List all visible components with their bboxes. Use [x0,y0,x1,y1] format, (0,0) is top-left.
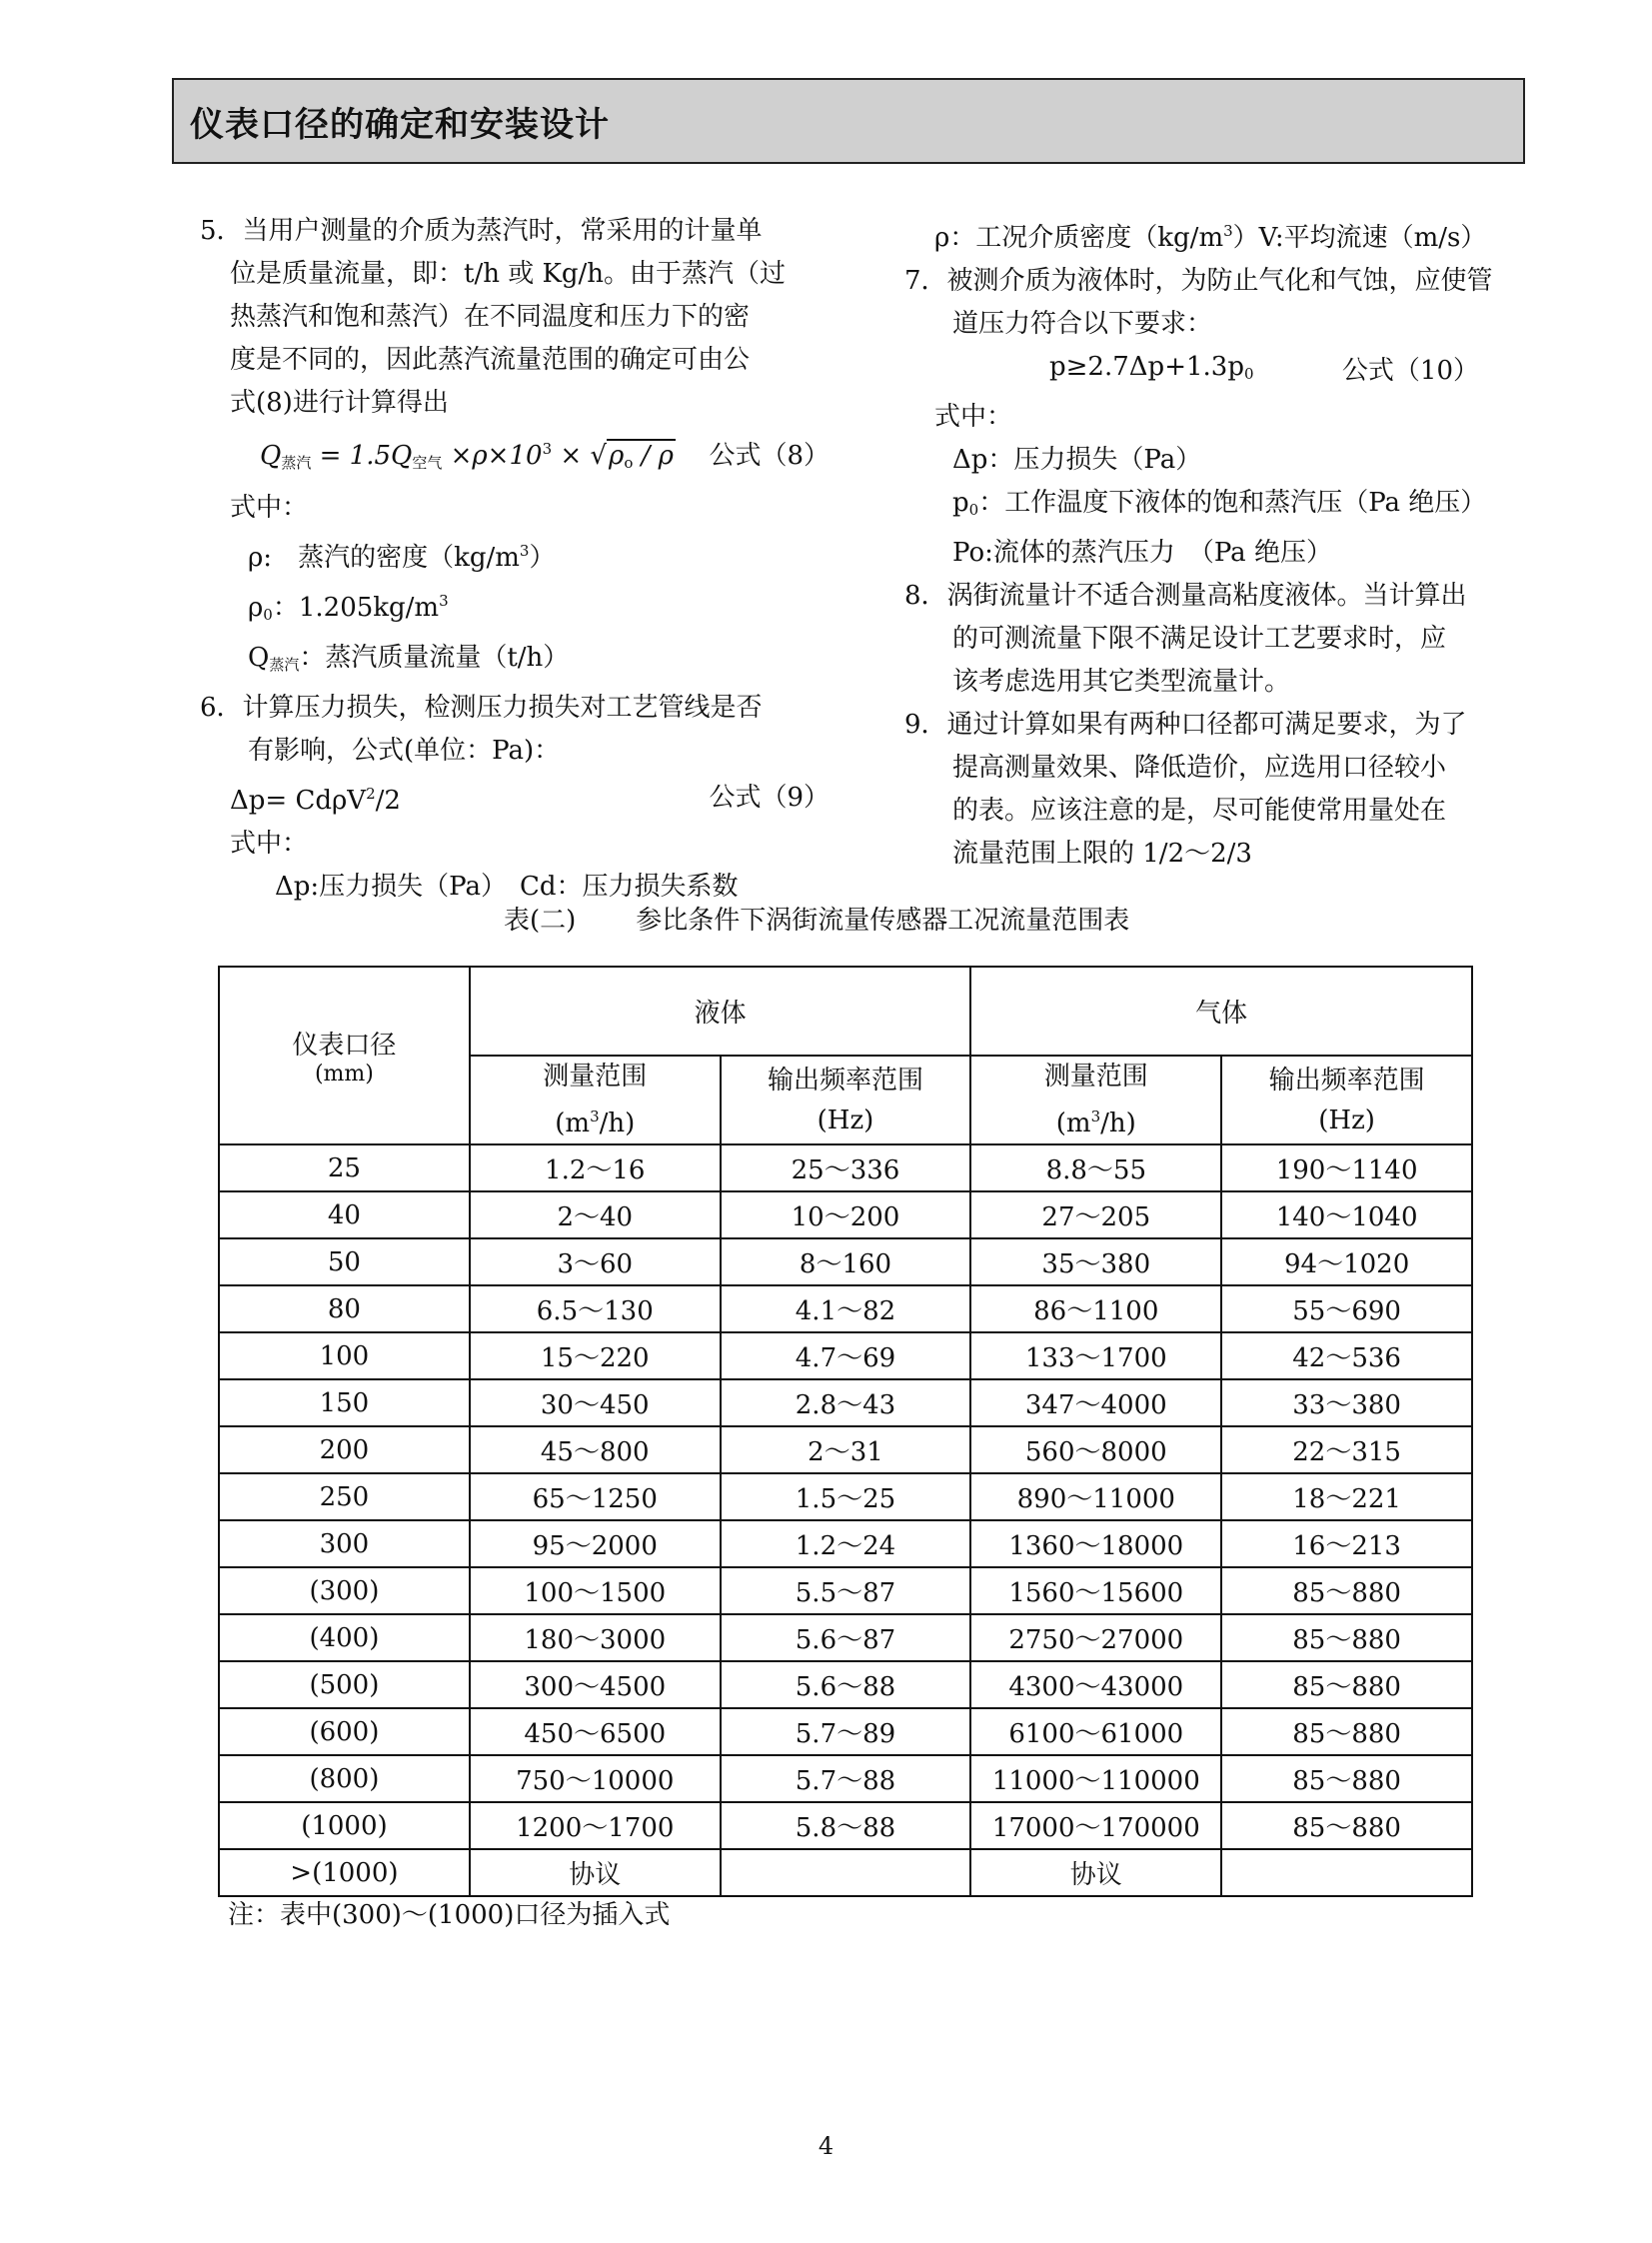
caliber-cell: 50 [219,1238,470,1285]
formula-9-label: 公式（9） [709,782,829,813]
caliber-cell: 80 [219,1285,470,1332]
liquid-range-cell: 6.5～130 [470,1285,721,1332]
item6-line-1: 6．计算压力损失，检测压力损失对工艺管线是否 [200,693,763,723]
table-row [219,1332,1472,1379]
gas-range-cell: 133～1700 [970,1332,1221,1379]
item5-line-5: 式(8)进行计算得出 [230,388,449,418]
liquid-freq-cell: 4.1～82 [721,1285,971,1332]
caliber-cell: 100 [219,1332,470,1379]
caliber-cell: (600) [219,1708,470,1755]
item8-line-1: 8．涡街流量计不适合测量高粘度液体。当计算出 [904,581,1467,611]
header-liquid-freq: 输出频率范围 (Hz) [721,1056,971,1144]
item9-line-3: 的表。应该注意的是，尽可能使常用量处在 [952,796,1447,826]
page-number: 4 [818,2132,834,2160]
caliber-cell: 40 [219,1191,470,1238]
caliber-cell: >(1000) [219,1849,470,1896]
liquid-range-cell: 65～1250 [470,1473,721,1520]
header-gas-freq: 输出频率范围 (Hz) [1221,1056,1472,1144]
gas-range-cell: 2750～27000 [970,1614,1221,1661]
liquid-range-cell: 450～6500 [470,1708,721,1755]
rho-work-def: ρ：工况介质密度$(kg/m^3)V$:平均流速（m/s） [934,222,1487,253]
caliber-cell: (300) [219,1567,470,1614]
table-row [219,1144,1472,1191]
item5-line-4: 度是不同的，因此蒸汽流量范围的确定可由公 [230,345,751,375]
left-column [200,210,829,909]
item8-line-2: 的可测流量下限不满足设计工艺要求时，应 [952,624,1447,654]
liquid-range-cell: 15～220 [470,1332,721,1379]
liquid-range-cell: 750～10000 [470,1755,721,1802]
table-row [219,1191,1472,1238]
gas-range-cell: 8.8～55 [970,1144,1221,1191]
gas-range-cell: 890～11000 [970,1473,1221,1520]
formula-10-label: 公式（10） [1341,355,1479,386]
item9-line-1: 9．通过计算如果有两种口径都可满足要求，为了 [904,710,1467,740]
gas-freq-cell: 85～880 [1221,1755,1472,1802]
liquid-freq-cell: 5.8～88 [721,1802,971,1849]
liquid-freq-cell: 1.5～25 [721,1473,971,1520]
formula-9: Δp= CdρV$^2$/2 [230,785,401,816]
table-row [219,1379,1472,1426]
liquid-freq-cell [721,1849,971,1896]
gas-range-cell: 11000～110000 [970,1755,1221,1802]
formula-9-row [200,773,829,823]
table-row [219,1614,1472,1661]
table-row [219,1661,1472,1708]
liquid-freq-cell: 5.5～87 [721,1567,971,1614]
formula-10-row [904,346,1534,396]
gas-freq-cell: 85～880 [1221,1567,1472,1614]
gas-freq-cell: 33～380 [1221,1379,1472,1426]
table-header-row-1 [219,967,1472,1056]
header-liquid-range: 测量范围 $(m^3/h)$ [470,1056,721,1144]
table-row [219,1285,1472,1332]
table-row [219,1473,1472,1520]
liquid-range-cell: 2～40 [470,1191,721,1238]
caliber-cell: (1000) [219,1802,470,1849]
item5-line-3: 热蒸汽和饱和蒸汽）在不同温度和压力下的密 [230,302,751,332]
table-title: 参比条件下涡街流量传感器工况流量范围表 [636,906,1130,936]
gas-range-cell: 1360～18000 [970,1520,1221,1567]
gas-range-cell: 86～1100 [970,1285,1221,1332]
p0-def: p0：工作温度下液体的饱和蒸汽压（Pa 绝压） [952,488,1487,519]
liquid-range-cell: 180～3000 [470,1614,721,1661]
rho0-def: ρ0：$1.205kg/m^3$ [248,592,449,624]
liquid-freq-cell: 10～200 [721,1191,971,1238]
caliber-cell: 200 [219,1426,470,1473]
gas-range-cell: 4300～43000 [970,1661,1221,1708]
table-row [219,1238,1472,1285]
gas-freq-cell: 140～1040 [1221,1191,1472,1238]
item8-line-3: 该考虑选用其它类型流量计。 [952,667,1291,697]
gas-freq-cell: 42～536 [1221,1332,1472,1379]
header-gas-range: 测量范围 $(m^3/h)$ [970,1056,1221,1144]
liquid-range-cell: 45～800 [470,1426,721,1473]
liquid-freq-cell: 25～336 [721,1144,971,1191]
table-caption [504,900,1129,937]
liquid-range-cell: 3～60 [470,1238,721,1285]
table-row [219,1567,1472,1614]
liquid-freq-cell: 2.8～43 [721,1379,971,1426]
q-steam-def: Q蒸汽：蒸汽质量流量（t/h） [248,643,570,674]
table-row [219,1802,1472,1849]
gas-freq-cell: 85～880 [1221,1802,1472,1849]
liquid-range-cell: 协议 [470,1849,721,1896]
table-number: 表(二) [504,906,577,936]
where-label-2: 式中： [230,829,309,859]
gas-freq-cell: 18～221 [1221,1473,1472,1520]
caliber-cell: 25 [219,1144,470,1191]
gas-freq-cell: 85～880 [1221,1708,1472,1755]
gas-freq-cell: 16～213 [1221,1520,1472,1567]
liquid-freq-cell: 4.7～69 [721,1332,971,1379]
po-def: Po:流体的蒸汽压力 （Pa 绝压） [952,538,1332,568]
liquid-freq-cell: 5.6～88 [721,1661,971,1708]
section-title: 仪表口径的确定和安装设计 [190,104,610,145]
table-row [219,1755,1472,1802]
liquid-range-cell: 95～2000 [470,1520,721,1567]
caliber-cell: (400) [219,1614,470,1661]
flow-range-table [218,966,1473,1897]
section-header [172,78,1525,164]
formula-8-row [200,425,829,487]
gas-range-cell: 1560～15600 [970,1567,1221,1614]
item9-line-4: 流量范围上限的 1/2～2/3 [952,839,1252,869]
liquid-range-cell: 1.2～16 [470,1144,721,1191]
item7-line-1: 7．被测介质为液体时，为防止气化和气蚀，应使管 [904,266,1493,296]
caliber-cell: 250 [219,1473,470,1520]
formula-8: $Q_{蒸汽} = 1.5Q_{空气} \times\rho\times 10^3 \times √\rho_o / \rho$ [260,439,674,472]
gas-range-cell: 347～4000 [970,1379,1221,1426]
item5-line-2: 位是质量流量，即：t/h 或 Kg/h。由于蒸汽（过 [230,259,787,289]
item7-line-2: 道压力符合以下要求： [952,309,1213,339]
header-caliber: 仪表口径 (mm) [219,967,470,1144]
gas-range-cell: 6100～61000 [970,1708,1221,1755]
gas-freq-cell: 85～880 [1221,1614,1472,1661]
liquid-freq-cell: 1.2～24 [721,1520,971,1567]
liquid-range-cell: 1200～1700 [470,1802,721,1849]
gas-range-cell: 560～8000 [970,1426,1221,1473]
gas-freq-cell: 190～1140 [1221,1144,1472,1191]
liquid-range-cell: 100～1500 [470,1567,721,1614]
liquid-freq-cell: 2～31 [721,1426,971,1473]
gas-freq-cell [1221,1849,1472,1896]
gas-freq-cell: 22～315 [1221,1426,1472,1473]
gas-freq-cell: 94～1020 [1221,1238,1472,1285]
gas-range-cell: 35～380 [970,1238,1221,1285]
gas-range-cell: 17000～170000 [970,1802,1221,1849]
rho-def: ρ: 蒸汽的密度$(kg/m^3)$ [248,542,556,573]
gas-freq-cell: 55～690 [1221,1285,1472,1332]
liquid-freq-cell: 8～160 [721,1238,971,1285]
header-liquid: 液体 [470,967,970,1056]
liquid-freq-cell: 5.7～88 [721,1755,971,1802]
formula-8-label: 公式（8） [709,440,829,471]
table-row [219,1520,1472,1567]
item5-line-1: 5．当用户测量的介质为蒸汽时，常采用的计量单 [200,216,763,246]
right-column [904,210,1534,876]
pressure-loss-def: Δp:压力损失（Pa） Cd：压力损失系数 [275,872,739,902]
table-row [219,1426,1472,1473]
liquid-range-cell: 300～4500 [470,1661,721,1708]
formula-10: p≥2.7Δp+1.3p0 [1049,352,1254,383]
dp-def: Δp：压力损失（Pa） [952,445,1202,475]
caliber-cell: (800) [219,1755,470,1802]
where-label-3: 式中： [934,402,1013,432]
gas-range-cell: 协议 [970,1849,1221,1896]
gas-freq-cell: 85～880 [1221,1661,1472,1708]
where-label-1: 式中： [230,493,309,523]
liquid-freq-cell: 5.6～87 [721,1614,971,1661]
item6-line-2: 有影响，公式(单位：Pa)： [248,736,561,766]
table-note: 注：表中(300)～(1000)口径为插入式 [228,1900,671,1930]
liquid-range-cell: 30～450 [470,1379,721,1426]
table-row [219,1849,1472,1896]
caliber-cell: 300 [219,1520,470,1567]
liquid-freq-cell: 5.7～89 [721,1708,971,1755]
gas-range-cell: 27～205 [970,1191,1221,1238]
item9-line-2: 提高测量效果、降低造价，应选用口径较小 [952,753,1447,783]
caliber-cell: 150 [219,1379,470,1426]
caliber-cell: (500) [219,1661,470,1708]
header-gas: 气体 [970,967,1472,1056]
table-row [219,1708,1472,1755]
